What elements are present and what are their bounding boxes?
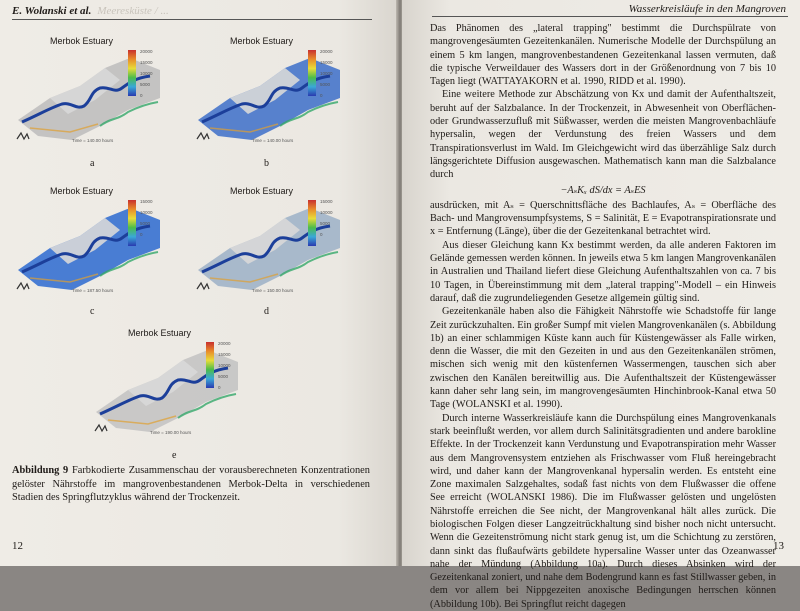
- figure-title: Merbok Estuary: [128, 328, 192, 338]
- color-scale-bar: [308, 200, 316, 246]
- paragraph-1: Das Phänomen des „lateral trapping" bestimmt die Durchspülrate von mangrovengesäumten Gezeitenkanälen. Numerische Modelle der Durchspülung an einem 5 km langen, mangrovenbestandenen Gezeitenkanal lassen vermuten, daß die typische Verweildauer des Wassers dort in der Größenordnung von 7 bis 10 Tagen liegt (WATTAYAKORN et al. 1990, RIDD et al. 1990).: [430, 23, 776, 88]
- figure-caption: [12, 464, 370, 505]
- paragraph-3: ausdrücken, mit Aₛ = Querschnittsfläche des Bachlaufes, Aₛ = Oberfläche des Bach- und Mangrovensumpfsystems, S = Salinität, E = Evapotranspirationsrate und x = Entfernung (Länge), über die der Gezeitenkanal betrachtet wird.: [430, 199, 776, 238]
- scale-tick-label: 20000: [218, 341, 231, 346]
- time-label: Time = 150.00 hours: [252, 288, 294, 293]
- scale-tick-label: 10000: [140, 71, 153, 76]
- scale-tick-label: 0: [320, 93, 323, 98]
- scale-tick-label: 0: [140, 232, 143, 237]
- scale-tick-label: 15000: [320, 199, 333, 204]
- model-logo-icon: [94, 424, 108, 432]
- figure-panel-d: [190, 178, 350, 306]
- model-logo-icon: [196, 282, 210, 290]
- figure-letter-a: a: [90, 158, 95, 169]
- color-scale-ticks: [218, 338, 231, 393]
- scale-tick-label: 15000: [140, 199, 153, 204]
- figure-letter-c: c: [90, 306, 95, 317]
- figure-title: Merbok Estuary: [50, 186, 114, 196]
- scale-tick-label: 5000: [218, 374, 229, 379]
- body-text-column: [430, 22, 776, 611]
- right-running-head: Wasserkreisläufe in den Mangroven: [628, 3, 786, 15]
- scale-tick-label: 0: [218, 385, 221, 390]
- scale-tick-label: 20000: [140, 49, 153, 54]
- scale-tick-label: 5000: [140, 221, 151, 226]
- caption-text: Farbkodierte Zusammenschau der vorausberechneten Konzentrationen gelöster Nährstoffe im mangrovenbestandenen Merbok-Delta in verschiedenen Stadien des Springflutzyklus während der Trockenzeit.: [12, 465, 370, 504]
- color-scale-bar: [128, 200, 136, 246]
- scale-tick-label: 15000: [140, 60, 153, 65]
- figure-panel-b: [190, 28, 350, 156]
- scale-tick-label: 15000: [320, 60, 333, 65]
- scale-tick-label: 10000: [218, 363, 231, 368]
- scale-tick-label: 0: [140, 93, 143, 98]
- color-scale-bar: [308, 50, 316, 96]
- right-head-rule: [432, 16, 788, 17]
- scale-tick-label: 10000: [140, 210, 153, 215]
- scale-tick-label: 5000: [320, 221, 331, 226]
- color-scale-ticks: [140, 46, 153, 101]
- right-page-number: 13: [773, 540, 784, 552]
- salt-balance-equation: −AₛKₓ dS/dx = AₛES: [560, 184, 646, 196]
- scale-tick-label: 5000: [140, 82, 151, 87]
- left-page-number: 12: [12, 540, 23, 552]
- time-label: Time = 140.00 hours: [72, 138, 114, 143]
- model-logo-icon: [196, 132, 210, 140]
- caption-label: Abbildung 9: [12, 465, 69, 476]
- time-label: Time = 140.00 hours: [252, 138, 294, 143]
- figure-letter-b: b: [264, 158, 269, 169]
- model-logo-icon: [16, 132, 30, 140]
- model-logo-icon: [16, 282, 30, 290]
- scale-tick-label: 5000: [320, 82, 331, 87]
- scale-tick-label: 15000: [218, 352, 231, 357]
- scale-tick-label: 20000: [320, 49, 333, 54]
- paragraph-4: Aus dieser Gleichung kann Kx bestimmt werden, da alle anderen Faktoren im Gelände gemessen werden können. In jeweils etwa 5 km langen Mangrovenkanälen in Australien und Thailand liefert diese Gleichung Aufenthaltszahlen von ca. 7 bis 10 Tagen, in Übereinstimmung mit dem „lateral trapping"-Modell – ein Hinweis darauf, daß die zugrundeliegenden Gesetze allgemein gültig sind.: [430, 239, 776, 304]
- color-scale-ticks: [320, 196, 333, 240]
- figure-title: Merbok Estuary: [230, 36, 294, 46]
- left-running-head-ghost: Meeresküste / ...: [97, 5, 169, 17]
- paragraph-2: Eine weitere Methode zur Abschätzung von Kx und damit der Aufenthaltszeit, beruht auf der Salzbalance. In der Trockenzeit, in Abwesenheit von Oberflächen- oder Grundwasserzufluß mit Süßwasser, werden die meisten Mangrovenbachläufe hypersalin, wegen der Verdunstung des freien Wassers und dem Transpirationsverlust im Wald. Im Gleichgewicht wird das überzählige Salz durch längsgerichtete Diffusion ausgewaschen. Mathematisch kann man die Salzbalance durch: [430, 89, 776, 181]
- time-label: Time = 190.00 hours: [150, 430, 192, 435]
- left-running-head-text: E. Wolanski et al.: [12, 5, 92, 17]
- figure-panel-e: [88, 320, 248, 448]
- figure-letter-d: d: [264, 306, 269, 317]
- scale-tick-label: 10000: [320, 71, 333, 76]
- left-page: [0, 0, 398, 566]
- figure-panel-c: [10, 178, 170, 306]
- color-scale-bar: [128, 50, 136, 96]
- scale-tick-label: 10000: [320, 210, 333, 215]
- figure-letter-e: e: [172, 450, 177, 461]
- figure-panel-a: [10, 28, 170, 156]
- left-head-rule: [12, 19, 372, 20]
- color-scale-ticks: [320, 46, 333, 101]
- paragraph-6: Durch interne Wasserkreisläufe kann die Durchspülung eines Mangrovenkanals stark beeinflußt werden, vor allem durch Salinitätsgradienten und andere barokline Effekte. In der Trockenzeit kann Verdunstung und Evapotranspiration mehr Wasser aus dem Mangrovensystem entziehen als Frischwasser vom Fluß hereingebracht wird, und daher kann der Mangrovenkanal hypersalin werden. Es entsteht eine Zone maximalen Salzgehaltes, sodaß fast nichts von dem Flußwasser die offene See erreicht (WOLANSKI 1986). Die im Flußwasser gelösten und ungelösten Nährstoffe erreichen die See nicht, der Mangrovenkanal hält alles zurück. Die biologischen Folgen dieser Langzeitrückhaltung sind bisher noch nicht untersucht. Wenn die Gezeitenströmung nicht stark genug ist, um die Schichtung zu zerstören, dann sinkt das flußaufwärts gebildete hypersaline Wasser unter das Ozeanwasser nahe der Mündung (Abbildung 10a). Durch dieses Absinken wird der Gezeitenkanal zoniert, und nahe dem Bodengrund kann es fast Stillwasser geben, in dem vor allem bei Nippgezeiten anoxische Bedingungen herrschen können (Abbildung 10b). Bei Springflut reicht dagegen: [430, 412, 776, 610]
- figure-title: Merbok Estuary: [230, 186, 294, 196]
- paragraph-5: Gezeitenkanäle haben also die Fähigkeit Nährstoffe wie Schadstoffe für lange Zeit zurückzuhalten. Ein großer Sumpf mit vielen Mangrovenkanälen (s. Abbildung 1b) an einer schlammigen Küste kann auch für Küstengewässer als Falle wirken, denn die Wasser, die mit den Gezeiten in und aus den Gezeitenkanälen strömen, mischen sich wenig mit den küstenfernen Wassermengen, tauschen sich aber zwischen den Kanälen bereitwillig aus. Die Aufenthaltszeit der Küstengewässer kann daher sehr lang sein, im mangrovengesäumten Hinchinbrook-Kanal etwa 50 Tage (WOLANSKI et al. 1990).: [430, 306, 776, 411]
- left-running-head: [12, 5, 169, 17]
- right-page: [402, 0, 800, 610]
- color-scale-bar: [206, 342, 214, 388]
- scale-tick-label: 0: [320, 232, 323, 237]
- figure-title: Merbok Estuary: [50, 36, 114, 46]
- color-scale-ticks: [140, 196, 153, 240]
- time-label: Time = 187.50 hours: [72, 288, 114, 293]
